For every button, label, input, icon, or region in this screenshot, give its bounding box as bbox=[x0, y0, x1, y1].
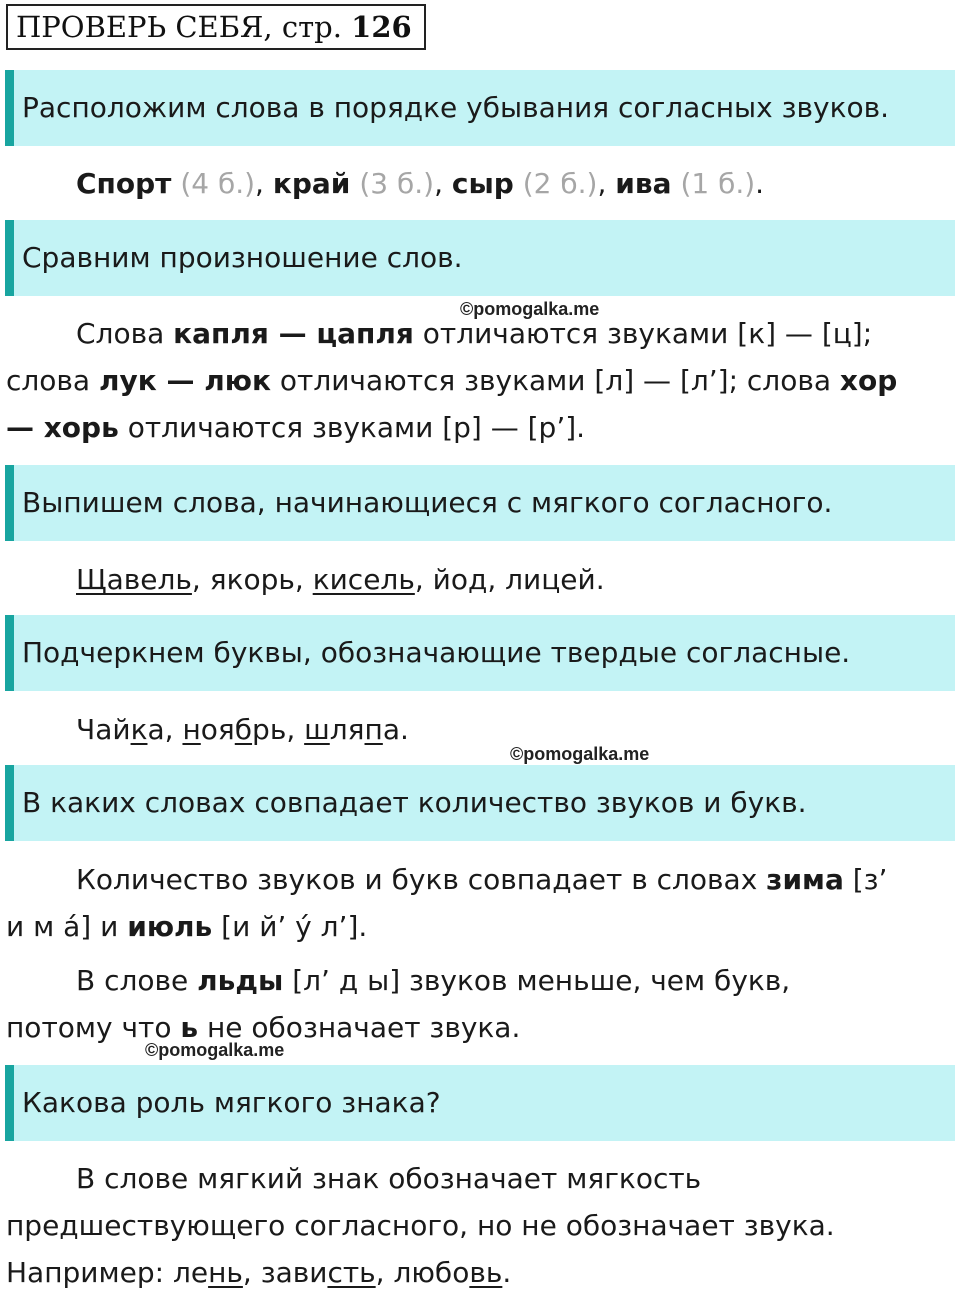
section-heading-2: Сравним произношение слов. bbox=[5, 220, 955, 296]
text: отличаются звуками [л] — [л’]; слова bbox=[270, 364, 840, 397]
text: ля bbox=[329, 713, 365, 746]
text: [и й’ у́ л’]. bbox=[212, 910, 368, 943]
word: край bbox=[272, 167, 351, 200]
text: В слове мягкий знак обозначает мягкость bbox=[76, 1162, 702, 1195]
text: предшествующего согласного, но не обозначает звука. bbox=[6, 1209, 835, 1242]
word-shlyapa bbox=[304, 713, 400, 746]
word: зима bbox=[766, 863, 844, 896]
count: (4 б.) bbox=[180, 167, 256, 200]
underlined-letters: нь bbox=[208, 1256, 243, 1289]
underlined-letter: ш bbox=[304, 713, 330, 746]
underlined-letter: н bbox=[182, 713, 201, 746]
word: июль bbox=[127, 910, 213, 943]
page-title bbox=[6, 4, 426, 50]
section-heading-4: Подчеркнем буквы, обозначающие твердые согласные. bbox=[5, 615, 955, 691]
text: потому что bbox=[6, 1011, 181, 1044]
text: Слова bbox=[76, 317, 174, 350]
section-heading-6: Какова роль мягкого знака? bbox=[5, 1065, 955, 1141]
section-heading-5: В каких словах совпадает количество звуков и букв. bbox=[5, 765, 955, 841]
count: (2 б.) bbox=[522, 167, 598, 200]
section-heading-3: Выпишем слова, начинающиеся с мягкого согласного. bbox=[5, 465, 955, 541]
text: , якорь, bbox=[191, 563, 313, 596]
watermark: ©pomogalka.me bbox=[510, 744, 650, 764]
word-pair: лук — люк bbox=[98, 364, 271, 397]
text: а bbox=[382, 713, 400, 746]
text: отличаются звуками [к] — [ц]; bbox=[413, 317, 873, 350]
underlined-letters: вь bbox=[469, 1256, 503, 1289]
underlined-word: Щавель bbox=[76, 563, 192, 596]
section-heading-1: Расположим слова в порядке убывания согласных звуков. bbox=[5, 70, 955, 146]
text: [л’ д ы] звуков меньше, чем букв, bbox=[283, 964, 791, 997]
word: — хорь bbox=[6, 411, 119, 444]
section-body-5b bbox=[6, 957, 956, 1051]
word-pair: капля — цапля bbox=[173, 317, 414, 350]
text: Чай bbox=[76, 713, 131, 746]
title-page-number: 126 bbox=[351, 10, 412, 44]
underlined-letters: сть bbox=[327, 1256, 376, 1289]
text: , зави bbox=[242, 1256, 328, 1289]
title-prefix: ПРОВЕРЬ СЕБЯ, стр. bbox=[16, 10, 342, 44]
underlined-letter: п bbox=[364, 713, 383, 746]
text: отличаются звуками [р] — [р’]. bbox=[118, 411, 586, 444]
underlined-word: кисель bbox=[312, 563, 415, 596]
section-body-6 bbox=[6, 1155, 956, 1296]
word: сыр bbox=[451, 167, 514, 200]
text: не обозначает звука. bbox=[198, 1011, 521, 1044]
section-body-2 bbox=[6, 310, 956, 451]
section-body-4: Чайка, ноябрь, шляпа. bbox=[76, 713, 409, 746]
text: . bbox=[502, 1256, 512, 1289]
text: , йод, лицей. bbox=[414, 563, 605, 596]
text: [з’ bbox=[843, 863, 888, 896]
text: рь bbox=[252, 713, 287, 746]
count: (3 б.) bbox=[359, 167, 435, 200]
text: оя bbox=[200, 713, 235, 746]
text: и м а́] и bbox=[6, 910, 128, 943]
word-chaika bbox=[76, 713, 165, 746]
section-body-3 bbox=[6, 556, 956, 603]
section-body-5a bbox=[6, 856, 956, 950]
word: ива bbox=[615, 167, 672, 200]
text: Например: ле bbox=[6, 1256, 209, 1289]
letter: ь bbox=[180, 1011, 199, 1044]
word-noyabr bbox=[182, 713, 286, 746]
text: В слове bbox=[76, 964, 198, 997]
count: (1 б.) bbox=[680, 167, 756, 200]
watermark: ©pomogalka.me bbox=[460, 299, 600, 319]
section-body-1: Спорт (4 б.), край (3 б.), сыр (2 б.), ива (1 б.). bbox=[76, 167, 765, 200]
underlined-letter: к bbox=[130, 713, 148, 746]
word: льды bbox=[197, 964, 284, 997]
text: , любо bbox=[375, 1256, 470, 1289]
watermark: ©pomogalka.me bbox=[145, 1040, 285, 1060]
word: Спорт bbox=[76, 167, 172, 200]
word: хор bbox=[839, 364, 898, 397]
text: а bbox=[147, 713, 165, 746]
text: Количество звуков и букв совпадает в словах bbox=[76, 863, 767, 896]
underlined-letter: б bbox=[234, 713, 253, 746]
text: слова bbox=[6, 364, 99, 397]
